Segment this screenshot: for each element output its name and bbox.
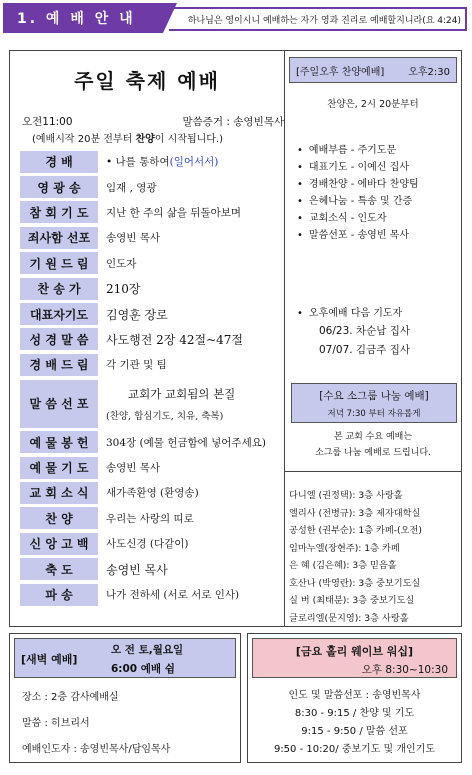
list-item: • 은혜나눔 - 특송 및 간증 bbox=[297, 192, 419, 209]
wednesday-title: [수요 소그룹 나눔 예배] bbox=[319, 390, 429, 402]
next-prayer-item: 07/07. 김금주 집사 bbox=[319, 344, 410, 356]
order-value: 304장 (예물 헌금함에 넣어주세요) bbox=[106, 436, 266, 449]
order-row bbox=[20, 352, 282, 377]
list-item: • 말씀선포 - 송영빈 목사 bbox=[297, 226, 419, 243]
order-value: 210장 bbox=[106, 282, 141, 297]
small-group-list bbox=[289, 487, 422, 627]
friday-worship-panel bbox=[247, 633, 462, 763]
dawn-place: 장소 : 2층 감사예배실 bbox=[22, 692, 119, 703]
list-item: • 교회소식 - 인도자 bbox=[297, 209, 419, 226]
section-label: 1. 예 배 안 내 bbox=[3, 3, 163, 33]
order-row bbox=[20, 174, 282, 199]
friday-time: 오후 8:30~10:30 bbox=[361, 664, 448, 676]
order-value: 나가 전하세 (서로 서로 인사) bbox=[106, 589, 240, 602]
dawn-days: 오 전 토,월요일 bbox=[111, 644, 184, 656]
order-row bbox=[20, 327, 282, 352]
order-value: 송영빈 목사 bbox=[106, 232, 161, 245]
wednesday-header bbox=[291, 383, 457, 423]
next-prayer-item: 06/23. 차순남 집사 bbox=[319, 325, 410, 337]
list-item: • 대표기도 - 이예신 집사 bbox=[297, 158, 419, 175]
order-value: 교회가 교회됨의 본질 (찬양, 합심기도, 치유, 축복) bbox=[106, 386, 236, 422]
list-item: 은 혜 (김은혜): 3층 믿음홀 bbox=[289, 560, 397, 571]
list-item: 임마누엘(장현주): 1층 카페 bbox=[289, 542, 400, 554]
order-value: 사도행전 2장 42절~47절 bbox=[106, 332, 244, 347]
next-prayer-leaders bbox=[297, 304, 410, 357]
order-label: 성 경 말 씀 bbox=[20, 328, 98, 350]
sunday-service-panel bbox=[9, 50, 285, 627]
order-value: 송영빈 목사 bbox=[106, 462, 161, 475]
order-value: 인도자 bbox=[106, 257, 137, 270]
dawn-title: [새벽 예배] bbox=[21, 653, 78, 666]
order-value: 각 기관 및 팀 bbox=[106, 359, 167, 372]
order-label: 영 광 송 bbox=[20, 176, 98, 198]
afternoon-order-list bbox=[297, 141, 419, 243]
afternoon-header bbox=[289, 57, 457, 83]
friday-title: [금요 홀리 웨이브 워십] bbox=[295, 645, 414, 658]
order-value: 사도신경 (다같이) bbox=[106, 538, 189, 551]
order-row bbox=[20, 378, 282, 430]
list-item: 공성한 (권부순): 1층 카페-(오전) bbox=[289, 525, 422, 536]
dawn-leader: 예배인도자 : 송영빈목사/담임목사 bbox=[22, 744, 171, 755]
dawn-time: 6:00 예배 쉼 bbox=[111, 663, 175, 675]
order-value: 송영빈 목사 bbox=[106, 562, 168, 577]
friday-line: 인도 및 말씀선포 : 송영빈목사 bbox=[288, 690, 421, 701]
order-label: 참 회 기 도 bbox=[20, 201, 98, 223]
service-time: 오전11:00 bbox=[22, 116, 73, 128]
order-value: 지난 한 주의 삶을 뒤돌아보며 bbox=[106, 206, 242, 219]
list-item: • 경배찬양 - 에바다 찬양팀 bbox=[297, 175, 419, 192]
order-of-worship bbox=[20, 149, 282, 607]
service-note: (예배시작 20분 전부터 찬양이 시작됩니다.) bbox=[32, 134, 223, 145]
service-preacher: 말씀증거 : 송영빈목사 bbox=[182, 116, 284, 128]
friday-line: 9:50 - 10:20/ 중보기도 및 개인기도 bbox=[273, 744, 436, 755]
order-row bbox=[20, 455, 282, 480]
order-value: 김영훈 장로 bbox=[106, 307, 168, 322]
order-row bbox=[20, 480, 282, 505]
list-item: • 예배부름 - 주기도문 bbox=[297, 141, 419, 158]
list-item: 실 버 (최태분): 3층 중보기도실 bbox=[289, 595, 415, 606]
order-label: 예 물 봉 헌 bbox=[20, 431, 98, 453]
order-label: 대표자기도 bbox=[20, 303, 98, 325]
order-label: 경 배 드 림 bbox=[20, 354, 98, 376]
order-row bbox=[20, 200, 282, 225]
order-value: 새가족환영 (환영송) bbox=[106, 487, 199, 500]
order-row bbox=[20, 556, 282, 581]
section-header bbox=[3, 3, 469, 33]
afternoon-praise-time: 찬양은, 2시 20분부터 bbox=[327, 99, 419, 110]
list-item: 다니엘 (권정택): 3층 사랑홀 bbox=[289, 490, 403, 501]
order-value: 임재 , 영광 bbox=[106, 181, 157, 194]
order-row bbox=[20, 149, 282, 174]
order-label: 기 원 드 림 bbox=[20, 252, 98, 274]
order-label: 찬 송 가 bbox=[20, 278, 98, 300]
order-row bbox=[20, 276, 282, 301]
order-row bbox=[20, 251, 282, 276]
friday-line: 9:15 - 9:50 / 말씀 선포 bbox=[301, 726, 408, 737]
order-label: 신 앙 고 백 bbox=[20, 533, 98, 555]
order-value: • 나를 통하여(일어서서) bbox=[106, 156, 219, 169]
side-services-panel bbox=[285, 50, 462, 627]
order-row bbox=[20, 506, 282, 531]
list-item: 글로리엘(문지영): 3층 사랑홀 bbox=[289, 612, 409, 624]
order-label: 교 회 소 식 bbox=[20, 482, 98, 504]
order-label: 말 씀 선 포 bbox=[20, 380, 98, 428]
service-title: 주일 축제 예배 bbox=[74, 69, 220, 93]
order-label: 죄사함 선포 bbox=[20, 227, 98, 249]
dawn-service-panel bbox=[9, 633, 241, 763]
order-label: 파 송 bbox=[20, 584, 98, 606]
order-row bbox=[20, 301, 282, 326]
list-item: 호산나 (박영란): 3층 중보기도실 bbox=[289, 577, 421, 589]
order-label: 경 배 bbox=[20, 151, 98, 173]
friday-line: 8:30 - 9:15 / 찬양 및 기도 bbox=[294, 708, 415, 719]
header-verse: 하나님은 영이시니 예배하는 자가 영과 진리로 예배할지니라(요 4:24) bbox=[169, 7, 467, 31]
order-value: 우리는 사랑의 띠로 bbox=[106, 512, 194, 525]
dawn-header bbox=[14, 638, 236, 678]
dawn-word: 말씀 : 히브리서 bbox=[22, 718, 90, 729]
next-prayer-title: • 오후예배 다음 기도자 bbox=[297, 304, 410, 319]
wednesday-time: 저녁 7:30 부터 자유롭게 bbox=[327, 409, 421, 419]
list-item: 엘리사 (전병규): 3층 제자대학실 bbox=[289, 507, 421, 519]
order-label: 찬 양 bbox=[20, 507, 98, 529]
order-row bbox=[20, 225, 282, 250]
afternoon-time: 오후2:30 bbox=[408, 66, 450, 78]
friday-header bbox=[252, 638, 457, 678]
order-row bbox=[20, 430, 282, 455]
afternoon-title: [주일오후 찬양예배] bbox=[296, 66, 385, 78]
wednesday-message: 본 교회 수요 예배는 소그룹 나눔 예배로 드립니다. bbox=[315, 432, 431, 458]
order-label: 축 도 bbox=[20, 558, 98, 580]
divider bbox=[285, 471, 461, 472]
order-label: 예 물 기 도 bbox=[20, 457, 98, 479]
order-row bbox=[20, 582, 282, 607]
order-row bbox=[20, 531, 282, 556]
